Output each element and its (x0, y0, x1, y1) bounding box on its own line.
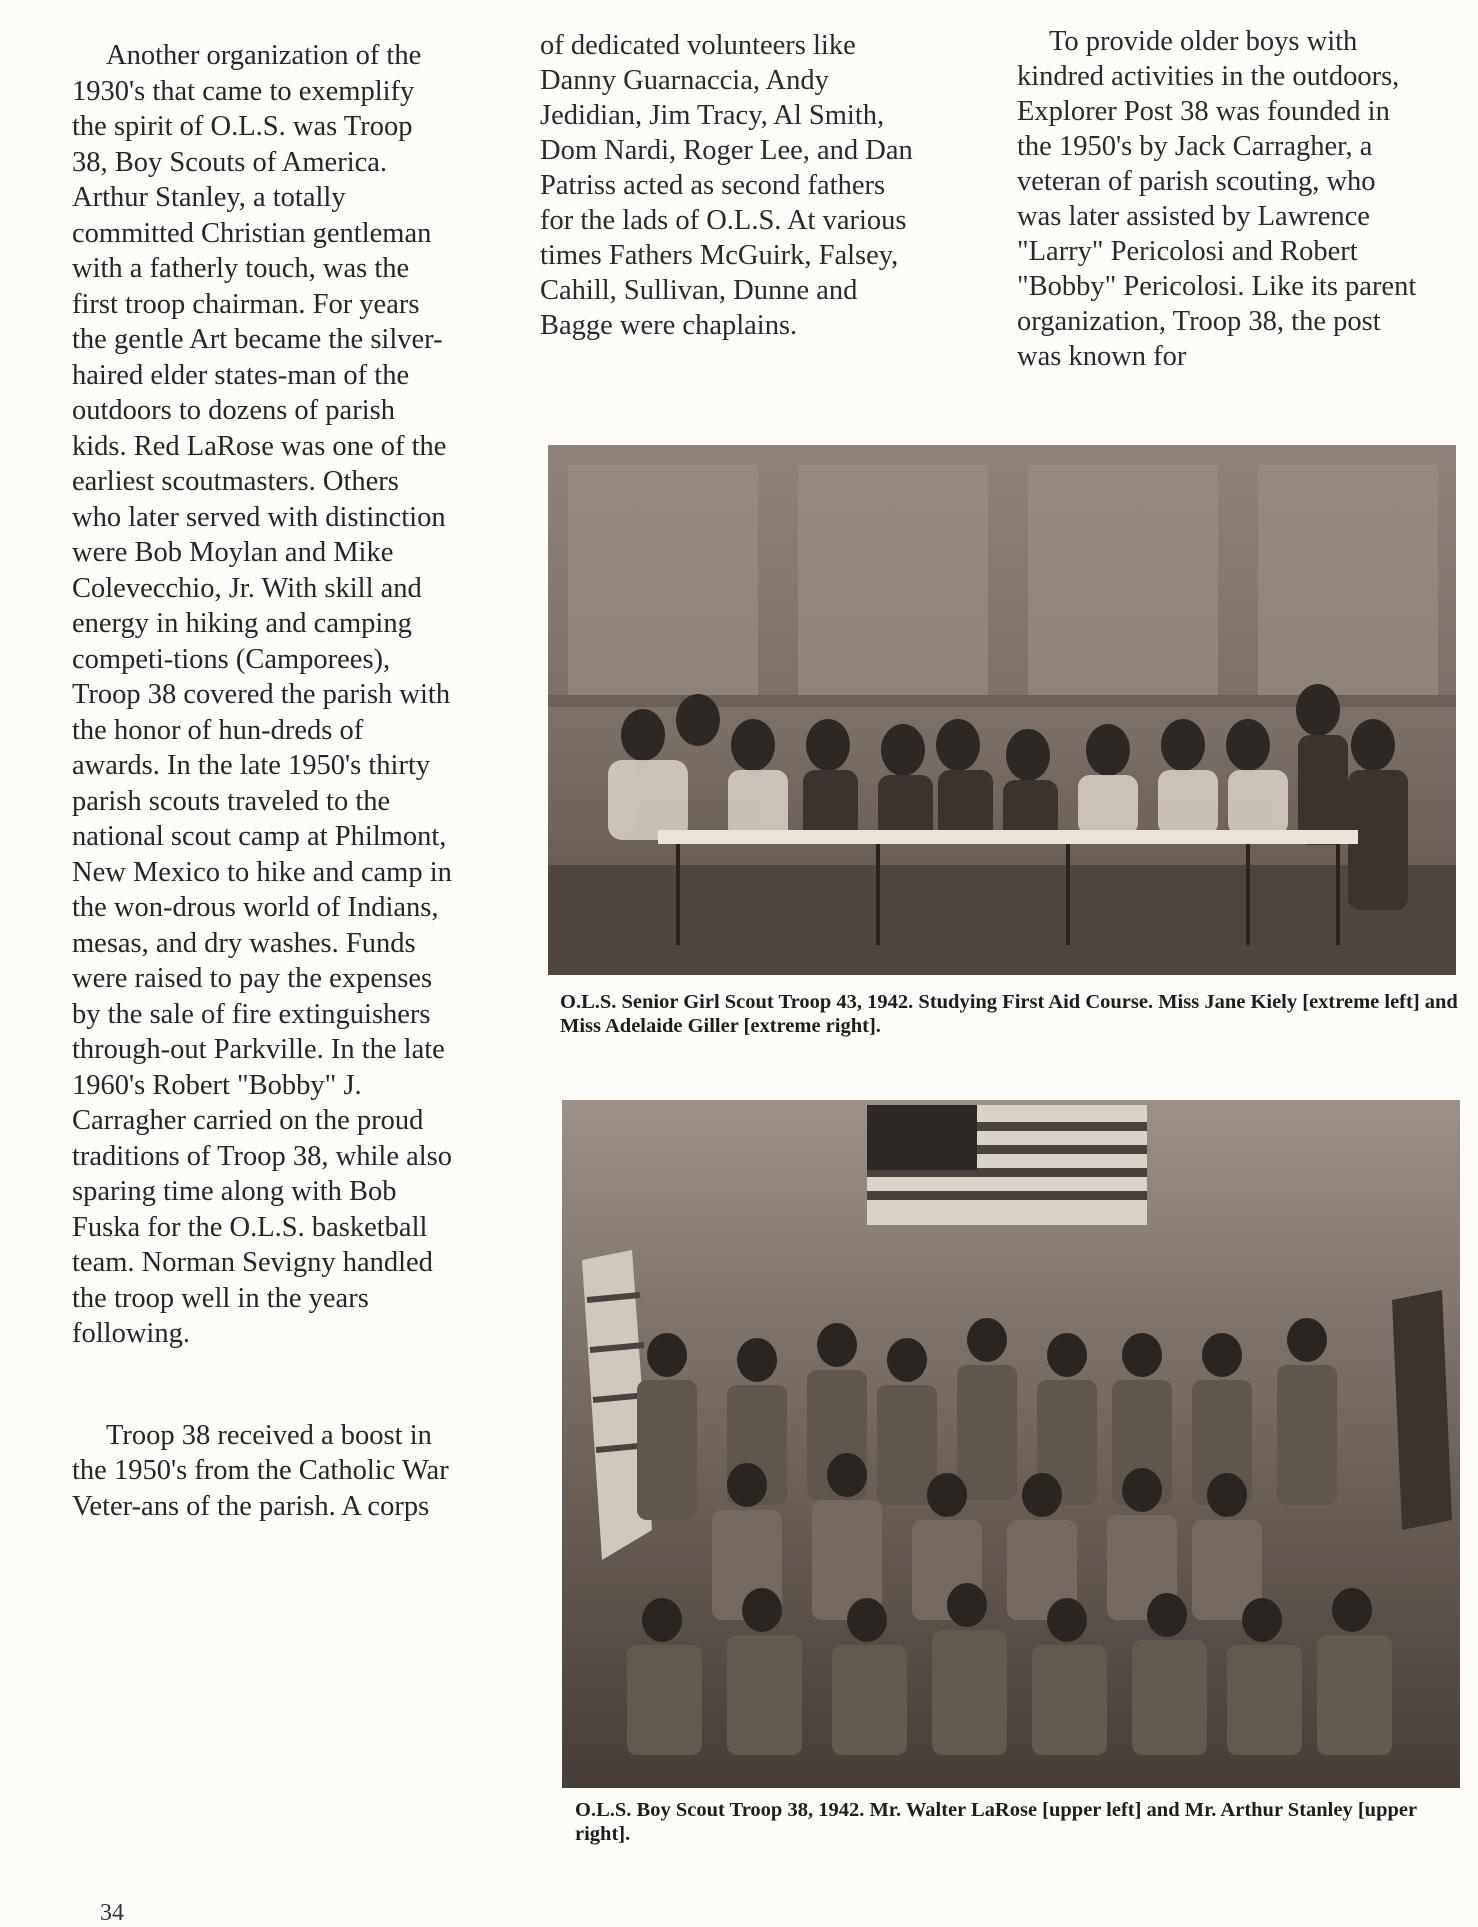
flag-image (867, 1105, 1147, 1225)
paragraph-troop-38-history: Another organization of the 1930's that came to exemplify the spirit of O.L.S. was Troop 38, Boy Scouts of America. Arthur Stanley, a totally committed Christian gentleman with a fatherly touch, was the first troop chairman. For years the gentle Art became the silver-haired elder states-man of the outdoors to dozens of parish kids. Red LaRose was one of the earliest scoutmasters. Others who later served with distinction were Bob Moylan and Mike Colevecchio, Jr. With skill and energy in hiking and camping competi-tions (Camporees), Troop 38 covered the parish with the honor of hun-dreds of awards. In the late 1950's thirty parish scouts traveled to the national scout camp at Philmont, New Mexico to hike and camp in the won-drous world of Indians, mesas, and dry washes. Funds were raised to pay the expenses by the sale of fire extinguishers through-out Parkville. In the late 1960's Robert "Bobby" J. Carragher carried on the proud traditions of Troop 38, while also sparing time along with Bob Fuska for the O.L.S. basketball team. Norman Sevigny handled the troop well in the years following. (72, 40, 453, 1349)
photo-caption-boy-scouts: O.L.S. Boy Scout Troop 38, 1942. Mr. Walter LaRose [upper left] and Mr. Arthur Stanley [upper right]. (575, 1799, 1417, 1845)
paragraph-volunteers-chaplains: of dedicated volunteers like Danny Guarnaccia, Andy Jedidian, Jim Tracy, Al Smith, Dom Nardi, Roger Lee, and Dan Patriss acted as second fathers for the lads of O.L.S. At various times Fathers McGuirk, Falsey, Cahill, Sullivan, Dunne and Bagge were chaplains. (540, 30, 913, 341)
photo-caption-girl-scouts: O.L.S. Senior Girl Scout Troop 43, 1942. Studying First Aid Course. Miss Jane Kiely [extreme left] and Miss Adelaide Giller [extreme right]. (560, 991, 1458, 1037)
girl-scout-troop-photo (548, 445, 1456, 975)
paragraph-catholic-war-veterans: Troop 38 received a boost in the 1950's from the Catholic War Veter-ans of the parish. A corps (72, 1419, 449, 1522)
text-column-middle (540, 28, 920, 343)
page-number: 34 (100, 1900, 124, 1926)
paragraph-explorer-post: To provide older boys with kindred activities in the outdoors, Explorer Post 38 was founded in the 1950's by Jack Carragher, a veteran of parish scouting, who was later assisted by Lawrence "Larry" Pericolosi and Robert "Bobby" Pericolosi. Like its parent organization, Troop 38, the post was known for (1017, 26, 1417, 372)
boy-scout-troop-photo (562, 1100, 1460, 1788)
text-column-right (1017, 24, 1417, 374)
text-column-left (72, 38, 452, 1524)
